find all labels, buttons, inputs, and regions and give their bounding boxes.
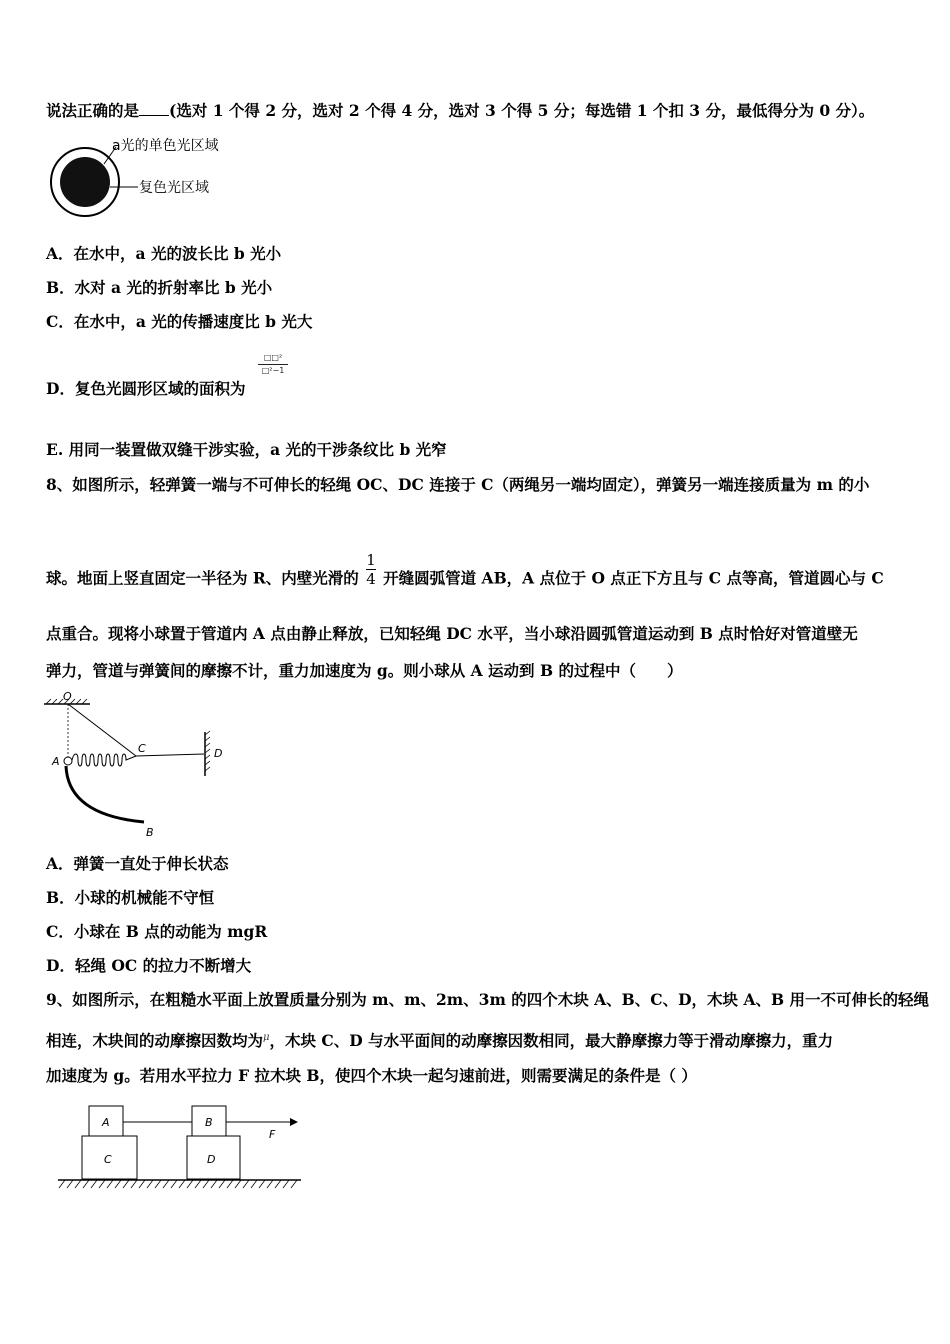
compound-light-disk (60, 157, 110, 207)
q7-light-region-figure (46, 133, 276, 223)
q8-option-a (46, 854, 229, 874)
option-text: 弹簧一直处于伸长状态 (73, 854, 229, 873)
option-text: 小球的机械能不守恒 (74, 888, 215, 907)
q7-option-d-formula (258, 353, 288, 376)
q7-option-b (46, 278, 272, 298)
label-F: F (269, 1128, 276, 1141)
label-O: O (63, 690, 72, 703)
label-block-C: C (104, 1153, 112, 1166)
option-text: 在水中，a 光的传播速度比 b 光大 (73, 312, 313, 331)
formula-numerator: □□² (263, 353, 283, 362)
formula-denominator: □²−1 (261, 366, 285, 375)
q8-line-2-after: 开缝圆弧管道 AB，A 点位于 O 点正下方且与 C 点等高，管道圆心与 C (383, 568, 884, 588)
q8-line-2 (46, 551, 884, 598)
q8-option-b (46, 888, 214, 908)
option-letter: C． (46, 312, 74, 331)
label-a-light: a光的单色光区域 (112, 138, 219, 154)
pipe-arc (66, 766, 144, 822)
q8-line-3: 点重合。现将小球置于管道内 A 点由静止释放，已知轻绳 DC 水平，当小球沿圆弧管道运动到 B 点时恰好对管道壁无 (46, 624, 858, 643)
q7-stem-prefix: 说法正确的是 (46, 101, 140, 120)
label-C: C (138, 742, 146, 755)
label-A: A (52, 755, 60, 768)
q9-line-2-before: 相连，木块间的动摩擦因数均为 (46, 1031, 264, 1051)
rope-DC (136, 754, 204, 756)
ball (64, 757, 72, 765)
label-compound-light: 复色光区域 (139, 180, 209, 196)
label-block-D: D (207, 1153, 216, 1166)
option-text: 水对 a 光的折射率比 b 光小 (74, 278, 273, 297)
label-block-A: A (102, 1116, 110, 1129)
spring (72, 754, 136, 766)
q7-option-e (46, 440, 447, 460)
answer-blank (139, 101, 169, 116)
option-letter: E. (46, 440, 69, 459)
q9-line-1: 9、如图所示，在粗糙水平面上放置质量分别为 m、m、2m、3m 的四个木块 A、B、C、D，木块 A、B 用一不可伸长的轻绳 (46, 990, 929, 1009)
q7-stem (46, 101, 874, 121)
q8-line-4: 弹力，管道与弹簧间的摩擦不计，重力加速度为 g。则小球从 A 运动到 B 的过程中（ ） (46, 661, 683, 680)
q8-option-d (46, 956, 251, 976)
option-letter: B． (46, 278, 75, 297)
option-letter: A． (46, 244, 74, 263)
rope-OC (68, 704, 136, 756)
q8-line-2-before: 球。地面上竖直固定一半径为 R、内壁光滑的 (46, 568, 359, 588)
arrow-head (290, 1118, 298, 1126)
q8-spring-pipe-figure (44, 690, 244, 840)
mu-symbol: μ (263, 1032, 270, 1043)
option-text: 在水中，a 光的波长比 b 光小 (73, 244, 282, 263)
option-text: 轻绳 OC 的拉力不断增大 (74, 956, 252, 975)
q8-option-c (46, 922, 267, 942)
option-text: 小球在 B 点的动能为 mgR (73, 922, 268, 941)
fraction-numerator: 1 (366, 551, 376, 569)
q7-option-a (46, 244, 281, 264)
q8-line-1: 8、如图所示，轻弹簧一端与不可伸长的轻绳 OC、DC 连接于 C（两绳另一端均固定），弹簧另一端连接质量为 m 的小 (46, 475, 870, 494)
option-letter: D． (46, 379, 75, 398)
quarter-fraction (366, 551, 376, 588)
option-letter: C． (46, 922, 74, 941)
q9-line-2-after: ，木块 C、D 与水平面间的动摩擦因数相同，最大静摩擦力等于滑动摩擦力，重力 (269, 1031, 834, 1051)
fraction-denominator: 4 (366, 570, 376, 588)
q7-option-d (46, 379, 245, 399)
option-text: 复色光圆形区域的面积为 (74, 379, 246, 398)
option-letter: D． (46, 956, 75, 975)
label-D: D (214, 747, 223, 760)
q7-stem-suffix: (选对 1 个得 2 分，选对 2 个得 4 分，选对 3 个得 5 分；每选错 1 个扣 3 分，最低得分为 0 分）。 (169, 101, 875, 120)
ground-hatch (59, 1180, 297, 1188)
q9-line-3: 加速度为 g。若用水平拉力 F 拉木块 B，使四个木块一起匀速前进，则需要满足的条件是（ ） (46, 1066, 697, 1085)
option-letter: A． (46, 854, 74, 873)
option-text: 用同一装置做双缝干涉实验，a 光的干涉条纹比 b 光窄 (68, 440, 447, 459)
q9-line-2 (46, 1028, 833, 1051)
q7-option-c (46, 312, 312, 332)
label-B: B (146, 826, 154, 839)
option-letter: B． (46, 888, 75, 907)
q9-blocks-figure (55, 1100, 305, 1195)
label-block-B: B (205, 1116, 213, 1129)
